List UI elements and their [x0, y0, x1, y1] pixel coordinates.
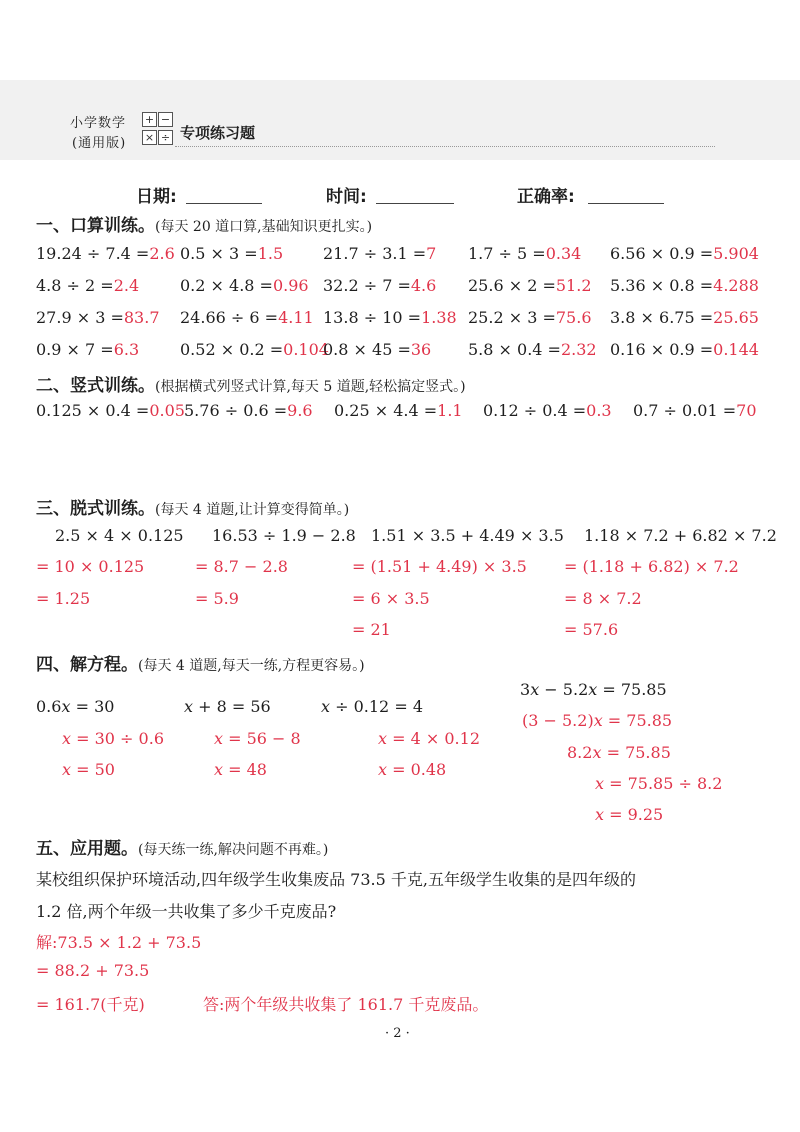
problem: 0.16 × 0.9 =0.144: [610, 340, 759, 359]
equation-step: 8.2x = 75.85: [567, 743, 671, 762]
column-calc-problem: 5.76 ÷ 0.6 =9.6: [184, 401, 313, 420]
stepwise-problem: 1.18 × 7.2 + 6.82 × 7.2: [584, 526, 777, 545]
page-number: · 2 ·: [385, 1026, 410, 1041]
problem: 3.8 × 6.75 =25.65: [610, 308, 759, 327]
column-calc-problem: 0.7 ÷ 0.01 =70: [633, 401, 757, 420]
column-calc-problem: 0.12 ÷ 0.4 =0.3: [483, 401, 612, 420]
answer-line: 答:两个年级共收集了 161.7 千克废品。: [203, 995, 489, 1014]
stepwise-step: = 5.9: [195, 589, 239, 608]
problem: 5.36 × 0.8 =4.288: [610, 276, 759, 295]
section-1-heading: 一、口算训练。(每天 20 道口算,基础知识更扎实。): [36, 216, 373, 236]
subject-label: 小学数学: [70, 116, 127, 131]
date-label: 日期:: [136, 187, 177, 207]
equation-step: x = 4 × 0.12: [378, 729, 480, 748]
equation-step: x = 48: [214, 760, 267, 779]
stepwise-step: = 57.6: [564, 620, 619, 639]
stepwise-step: = 6 × 3.5: [352, 589, 430, 608]
problem: 6.56 × 0.9 =5.904: [610, 244, 759, 263]
section-5-heading: 五、应用题。(每天练一练,解决问题不再难。): [36, 839, 329, 859]
time-blank: [376, 203, 454, 204]
equation: 0.6x = 30: [36, 697, 115, 716]
stepwise-step: = (1.51 + 4.49) × 3.5: [352, 557, 527, 576]
equation-step: x = 56 − 8: [214, 729, 301, 748]
problem: 32.2 ÷ 7 =4.6: [323, 276, 437, 295]
section-2-heading: 二、竖式训练。(根据横式列竖式计算,每天 5 道题,轻松搞定竖式。): [36, 376, 466, 396]
time-label: 时间:: [326, 187, 367, 207]
equation-step: (3 − 5.2)x = 75.85: [522, 711, 673, 730]
equation-step: x = 30 ÷ 0.6: [62, 729, 164, 748]
edition-label: (通用版): [72, 136, 127, 151]
page-title: 专项练习题: [180, 124, 256, 142]
equation-step: x = 75.85 ÷ 8.2: [595, 774, 723, 793]
column-calc-problem: 0.25 × 4.4 =1.1: [334, 401, 463, 420]
problem: 25.6 × 2 =51.2: [468, 276, 592, 295]
problem: 0.9 × 7 =6.3: [36, 340, 140, 359]
problem: 21.7 ÷ 3.1 =7: [323, 244, 437, 263]
problem: 4.8 ÷ 2 =2.4: [36, 276, 140, 295]
section-4-heading: 四、解方程。(每天 4 道题,每天一练,方程更容易。): [36, 655, 365, 675]
stepwise-problem: 16.53 ÷ 1.9 − 2.8: [212, 526, 356, 545]
stepwise-step: = 1.25: [36, 589, 91, 608]
problem: 25.2 × 3 =75.6: [468, 308, 592, 327]
word-problem-line: 某校组织保护环境活动,四年级学生收集废品 73.5 千克,五年级学生收集的是四年级的: [36, 870, 636, 889]
stepwise-step: = 10 × 0.125: [36, 557, 145, 576]
equation-step: x = 9.25: [595, 805, 664, 824]
problem: 0.8 × 45 =36: [323, 340, 432, 359]
stepwise-problem: 1.51 × 3.5 + 4.49 × 3.5: [371, 526, 564, 545]
problem: 13.8 ÷ 10 =1.38: [323, 308, 457, 327]
accuracy-label: 正确率:: [517, 187, 575, 207]
stepwise-step: = 21: [352, 620, 391, 639]
solution-line: = 88.2 + 73.5: [36, 961, 150, 980]
minus-icon: −: [158, 112, 173, 127]
word-problem-line: 1.2 倍,两个年级一共收集了多少千克废品?: [36, 902, 337, 921]
stepwise-step: = 8.7 − 2.8: [195, 557, 288, 576]
problem: 0.5 × 3 =1.5: [180, 244, 284, 263]
equation: x ÷ 0.12 = 4: [321, 697, 423, 716]
divide-icon: ÷: [158, 130, 173, 145]
equation-step: x = 0.48: [378, 760, 447, 779]
problem: 1.7 ÷ 5 =0.34: [468, 244, 582, 263]
problem: 19.24 ÷ 7.4 =2.6: [36, 244, 175, 263]
problem: 0.52 × 0.2 =0.104: [180, 340, 329, 359]
date-blank: [186, 203, 262, 204]
plus-icon: +: [142, 112, 157, 127]
section-3-heading: 三、脱式训练。(每天 4 道题,让计算变得简单。): [36, 499, 350, 519]
header-divider: [175, 146, 715, 147]
times-icon: ×: [142, 130, 157, 145]
equation-step: x = 50: [62, 760, 115, 779]
stepwise-problem: 2.5 × 4 × 0.125: [55, 526, 184, 545]
problem: 27.9 × 3 =83.7: [36, 308, 160, 327]
problem: 24.66 ÷ 6 =4.11: [180, 308, 314, 327]
solution-line: = 161.7(千克): [36, 995, 145, 1014]
stepwise-step: = 8 × 7.2: [564, 589, 642, 608]
solution-line: 解:73.5 × 1.2 + 73.5: [36, 933, 202, 952]
equation: 3x − 5.2x = 75.85: [520, 680, 667, 699]
accuracy-blank: [588, 203, 664, 204]
equation: x + 8 = 56: [184, 697, 271, 716]
stepwise-step: = (1.18 + 6.82) × 7.2: [564, 557, 739, 576]
column-calc-problem: 0.125 × 0.4 =0.05: [36, 401, 185, 420]
problem: 5.8 × 0.4 =2.32: [468, 340, 597, 359]
problem: 0.2 × 4.8 =0.96: [180, 276, 309, 295]
